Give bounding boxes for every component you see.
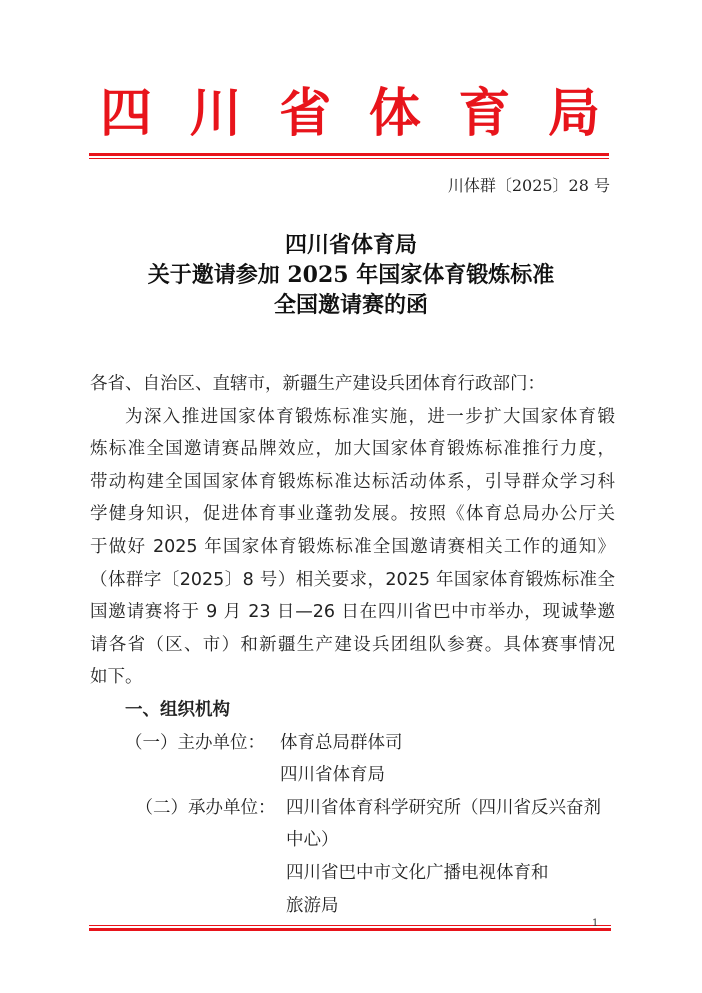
- page-number: 1: [592, 918, 599, 929]
- footer-divider-thick: [89, 928, 611, 931]
- organizer-unit-value: 中心）: [286, 830, 339, 851]
- masthead-char: 局: [547, 83, 600, 144]
- paragraph-line: 请各省（区、市）和新疆生产建设兵团组队参赛。具体赛事情况: [90, 634, 615, 655]
- masthead-char: 育: [458, 83, 511, 144]
- host-unit-label: （一）主办单位：: [125, 732, 265, 753]
- masthead-title: [100, 82, 600, 146]
- host-unit-value: 四川省体育局: [280, 765, 385, 786]
- document-title: [0, 230, 702, 320]
- title-line-1: 四川省体育局: [284, 232, 417, 258]
- host-unit-values: [280, 727, 615, 792]
- masthead-char: 省: [279, 83, 332, 144]
- title-line-3: 全国邀请赛的函: [273, 292, 428, 318]
- footer-divider-thin: [89, 925, 611, 926]
- organizer-unit-value: 四川省体育科学研究所（四川省反兴奋剂: [286, 797, 601, 818]
- organizer-unit-values: [286, 792, 615, 922]
- header-divider-thin: [89, 158, 609, 159]
- paragraph-line: 国邀请赛将于 9 月 23 日—26 日在四川省巴中市举办，现诚挚邀: [90, 602, 615, 623]
- salutation: 各省、自治区、直辖市，新疆生产建设兵团体育行政部门：: [90, 374, 545, 394]
- header-divider: [89, 153, 609, 159]
- host-unit-row: [90, 727, 615, 792]
- paragraph-line: （体群字〔2025〕8 号）相关要求，2025 年国家体育锻炼标准全: [90, 569, 615, 590]
- document-body: [90, 368, 615, 922]
- organizer-unit-label: （二）承办单位：: [135, 797, 276, 818]
- paragraph-line: 炼标准全国邀请赛品牌效应，加大国家体育锻炼标准推行力度，: [90, 439, 615, 460]
- organizer-unit-value: 四川省巴中市文化广播电视体育和: [286, 862, 549, 883]
- document-number: 川体群〔2025〕28 号: [447, 176, 610, 195]
- title-line-2: 关于邀请参加 2025 年国家体育锻炼标准: [147, 262, 555, 288]
- intro-paragraph: [90, 401, 615, 694]
- header-divider-thick: [89, 153, 609, 156]
- organizer-unit-row: [90, 792, 615, 922]
- masthead-char: 川: [189, 83, 242, 144]
- footer-divider: [89, 925, 611, 931]
- paragraph-line: 带动构建全国国家体育锻炼标准达标活动体系，引导群众学习科: [90, 471, 615, 492]
- paragraph-line: 于做好 2025 年国家体育锻炼标准全国邀请赛相关工作的通知》: [90, 536, 615, 557]
- masthead-char: 体: [368, 83, 421, 144]
- organizer-unit-value: 旅游局: [286, 895, 339, 916]
- masthead-char: 四: [100, 83, 153, 144]
- host-unit-value: 体育总局群体司: [280, 732, 403, 753]
- paragraph-line: 如下。: [90, 667, 143, 688]
- paragraph-line: 学健身知识，促进体育事业蓬勃发展。按照《体育总局办公厅关: [90, 504, 615, 525]
- paragraph-line: 为深入推进国家体育锻炼标准实施，进一步扩大国家体育锻: [125, 406, 615, 427]
- section-heading-organization: 一、组织机构: [125, 699, 230, 720]
